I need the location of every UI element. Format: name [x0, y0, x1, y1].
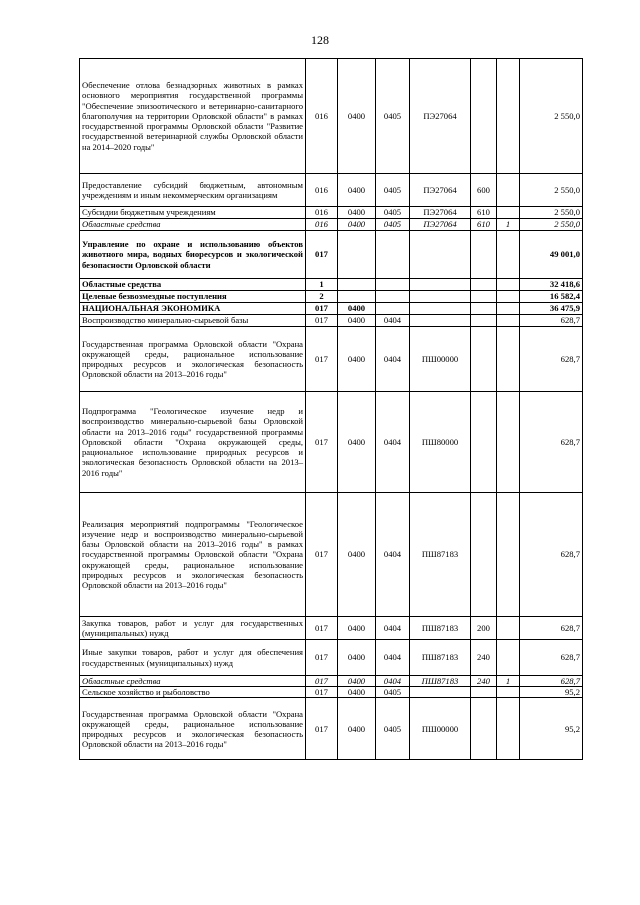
row-subsection: [376, 279, 410, 291]
row-source: [497, 59, 520, 174]
row-target-article: [410, 291, 471, 303]
row-admin-code: 016: [306, 219, 338, 231]
row-admin-code: 016: [306, 174, 338, 207]
row-source: [497, 640, 520, 676]
row-amount: 628,7: [520, 493, 583, 617]
row-source: [497, 687, 520, 698]
row-subsection: 0405: [376, 219, 410, 231]
row-admin-code: 017: [306, 392, 338, 493]
row-subsection: 0404: [376, 493, 410, 617]
row-target-article: ПШ87183: [410, 640, 471, 676]
row-section: [338, 291, 376, 303]
row-section: 0400: [338, 327, 376, 392]
row-description: Иные закупки товаров, работ и услуг для обеспечения государственных (муниципальных) нужд: [80, 640, 306, 676]
row-subsection: [376, 291, 410, 303]
row-target-article: [410, 231, 471, 279]
row-amount: 628,7: [520, 676, 583, 687]
table-row: [80, 617, 583, 640]
row-expense-type: 200: [471, 617, 497, 640]
row-source: 1: [497, 676, 520, 687]
row-section: 0400: [338, 687, 376, 698]
row-expense-type: 610: [471, 219, 497, 231]
table-row: [80, 640, 583, 676]
row-source: [497, 174, 520, 207]
row-description: Областные средства: [80, 219, 306, 231]
row-admin-code: 017: [306, 303, 338, 315]
table-row: [80, 231, 583, 279]
table-row: [80, 207, 583, 219]
row-section: [338, 279, 376, 291]
row-amount: 628,7: [520, 315, 583, 327]
row-section: 0400: [338, 676, 376, 687]
row-expense-type: 240: [471, 640, 497, 676]
table-row: [80, 315, 583, 327]
row-source: 1: [497, 219, 520, 231]
table-row: [80, 279, 583, 291]
row-source: [497, 231, 520, 279]
row-source: [497, 207, 520, 219]
row-expense-type: [471, 392, 497, 493]
row-source: [497, 327, 520, 392]
row-description: Субсидии бюджетным учреждениям: [80, 207, 306, 219]
row-section: 0400: [338, 493, 376, 617]
row-description: Целевые безвозмездные поступления: [80, 291, 306, 303]
row-description: Сельское хозяйство и рыболовство: [80, 687, 306, 698]
row-admin-code: 017: [306, 687, 338, 698]
row-expense-type: 600: [471, 174, 497, 207]
row-subsection: 0405: [376, 59, 410, 174]
row-admin-code: 017: [306, 327, 338, 392]
row-source: [497, 698, 520, 760]
row-target-article: ПШ87183: [410, 617, 471, 640]
row-amount: 32 418,6: [520, 279, 583, 291]
row-section: 0400: [338, 315, 376, 327]
row-subsection: 0405: [376, 687, 410, 698]
row-target-article: ПЭ27064: [410, 207, 471, 219]
row-amount: 2 550,0: [520, 59, 583, 174]
row-expense-type: [471, 493, 497, 617]
row-section: 0400: [338, 698, 376, 760]
row-target-article: ПЭ27064: [410, 174, 471, 207]
row-target-article: ПЭ27064: [410, 219, 471, 231]
row-source: [497, 291, 520, 303]
row-amount: 2 550,0: [520, 219, 583, 231]
table-row: [80, 327, 583, 392]
row-expense-type: 240: [471, 676, 497, 687]
row-section: 0400: [338, 174, 376, 207]
row-section: 0400: [338, 219, 376, 231]
row-subsection: 0404: [376, 640, 410, 676]
row-source: [497, 303, 520, 315]
row-subsection: 0405: [376, 207, 410, 219]
row-target-article: [410, 687, 471, 698]
row-admin-code: 017: [306, 493, 338, 617]
row-expense-type: [471, 291, 497, 303]
row-target-article: [410, 279, 471, 291]
row-source: [497, 617, 520, 640]
row-subsection: 0404: [376, 392, 410, 493]
row-source: [497, 392, 520, 493]
row-description: Областные средства: [80, 676, 306, 687]
row-description: Обеспечение отлова безнадзорных животных в рамках основного мероприятия государственной программы "Обеспечение эпизоотического и ветеринарно-санитарного благополучия на территории Орловской области" в рамках государственной программы Орловской области "Развитие государственной ветеринарной службы Орловской области на 2014–2020 годы": [80, 59, 306, 174]
row-section: 0400: [338, 59, 376, 174]
table-row: [80, 493, 583, 617]
row-admin-code: 017: [306, 315, 338, 327]
row-admin-code: 1: [306, 279, 338, 291]
row-section: [338, 231, 376, 279]
budget-table: [79, 58, 583, 760]
row-target-article: [410, 303, 471, 315]
table-row: [80, 219, 583, 231]
row-description: Подпрограмма "Геологическое изучение недр и воспроизводство минерально-сырьевой базы Орловской области на 2013–2016 годы" государственной программы Орловской области "Охрана окружающей среды, рациональное использование природных ресурсов и экологическая безопасность Орловской области на 2013–2016 годы": [80, 392, 306, 493]
row-admin-code: 017: [306, 676, 338, 687]
table-row: [80, 687, 583, 698]
row-expense-type: [471, 279, 497, 291]
table-row: [80, 676, 583, 687]
row-subsection: 0405: [376, 174, 410, 207]
table-row: [80, 291, 583, 303]
row-admin-code: 017: [306, 231, 338, 279]
row-expense-type: [471, 59, 497, 174]
row-amount: 628,7: [520, 617, 583, 640]
row-description: Предоставление субсидий бюджетным, автономным учреждениям и иным некоммерческим организациям: [80, 174, 306, 207]
row-admin-code: 017: [306, 640, 338, 676]
row-amount: 2 550,0: [520, 207, 583, 219]
row-subsection: 0404: [376, 327, 410, 392]
row-description: Государственная программа Орловской области "Охрана окружающей среды, рациональное использование природных ресурсов и экологическая безопасность Орловской области на 2013–2016 годы": [80, 327, 306, 392]
row-expense-type: [471, 327, 497, 392]
row-amount: 36 475,9: [520, 303, 583, 315]
row-expense-type: [471, 698, 497, 760]
row-amount: 95,2: [520, 698, 583, 760]
row-description: Реализация мероприятий подпрограммы "Геологическое изучение недр и воспроизводство минерально-сырьевой базы Орловской области на 2013–2016 годы" в рамках государственной программы Орловской области "Охрана окружающей среды, рациональное использование природных ресурсов и экологическая безопасность Орловской области на 2013–2016 годы": [80, 493, 306, 617]
row-amount: 16 582,4: [520, 291, 583, 303]
row-target-article: ПЭ27064: [410, 59, 471, 174]
row-source: [497, 315, 520, 327]
row-amount: 628,7: [520, 640, 583, 676]
row-source: [497, 279, 520, 291]
table-row: [80, 59, 583, 174]
row-description: Воспроизводство минерально-сырьевой базы: [80, 315, 306, 327]
row-section: 0400: [338, 303, 376, 315]
row-amount: 95,2: [520, 687, 583, 698]
row-description: Государственная программа Орловской области "Охрана окружающей среды, рациональное использование природных ресурсов и экологическая безопасность Орловской области на 2013–2016 годы": [80, 698, 306, 760]
row-target-article: ПШ00000: [410, 327, 471, 392]
row-subsection: [376, 303, 410, 315]
row-admin-code: 017: [306, 698, 338, 760]
table-row: [80, 698, 583, 760]
row-subsection: 0405: [376, 698, 410, 760]
row-admin-code: 2: [306, 291, 338, 303]
row-target-article: ПШ00000: [410, 698, 471, 760]
row-subsection: 0404: [376, 617, 410, 640]
row-section: 0400: [338, 392, 376, 493]
row-admin-code: 016: [306, 207, 338, 219]
row-target-article: ПШ80000: [410, 392, 471, 493]
row-subsection: 0404: [376, 676, 410, 687]
row-amount: 2 550,0: [520, 174, 583, 207]
row-target-article: ПШ87183: [410, 493, 471, 617]
row-expense-type: [471, 687, 497, 698]
row-admin-code: 017: [306, 617, 338, 640]
row-expense-type: 610: [471, 207, 497, 219]
row-subsection: 0404: [376, 315, 410, 327]
row-expense-type: [471, 315, 497, 327]
row-amount: 49 001,0: [520, 231, 583, 279]
row-subsection: [376, 231, 410, 279]
row-amount: 628,7: [520, 392, 583, 493]
row-description: Закупка товаров, работ и услуг для государственных (муниципальных) нужд: [80, 617, 306, 640]
page-number: 128: [311, 33, 329, 47]
row-section: 0400: [338, 640, 376, 676]
row-amount: 628,7: [520, 327, 583, 392]
row-section: 0400: [338, 617, 376, 640]
row-expense-type: [471, 231, 497, 279]
row-description: НАЦИОНАЛЬНАЯ ЭКОНОМИКА: [80, 303, 306, 315]
table-row: [80, 174, 583, 207]
row-target-article: [410, 315, 471, 327]
row-description: Областные средства: [80, 279, 306, 291]
row-source: [497, 493, 520, 617]
row-target-article: ПШ87183: [410, 676, 471, 687]
row-section: 0400: [338, 207, 376, 219]
table-row: [80, 303, 583, 315]
row-expense-type: [471, 303, 497, 315]
table-row: [80, 392, 583, 493]
row-description: Управление по охране и использованию объектов животного мира, водных биоресурсов и экологической безопасности Орловской области: [80, 231, 306, 279]
row-admin-code: 016: [306, 59, 338, 174]
